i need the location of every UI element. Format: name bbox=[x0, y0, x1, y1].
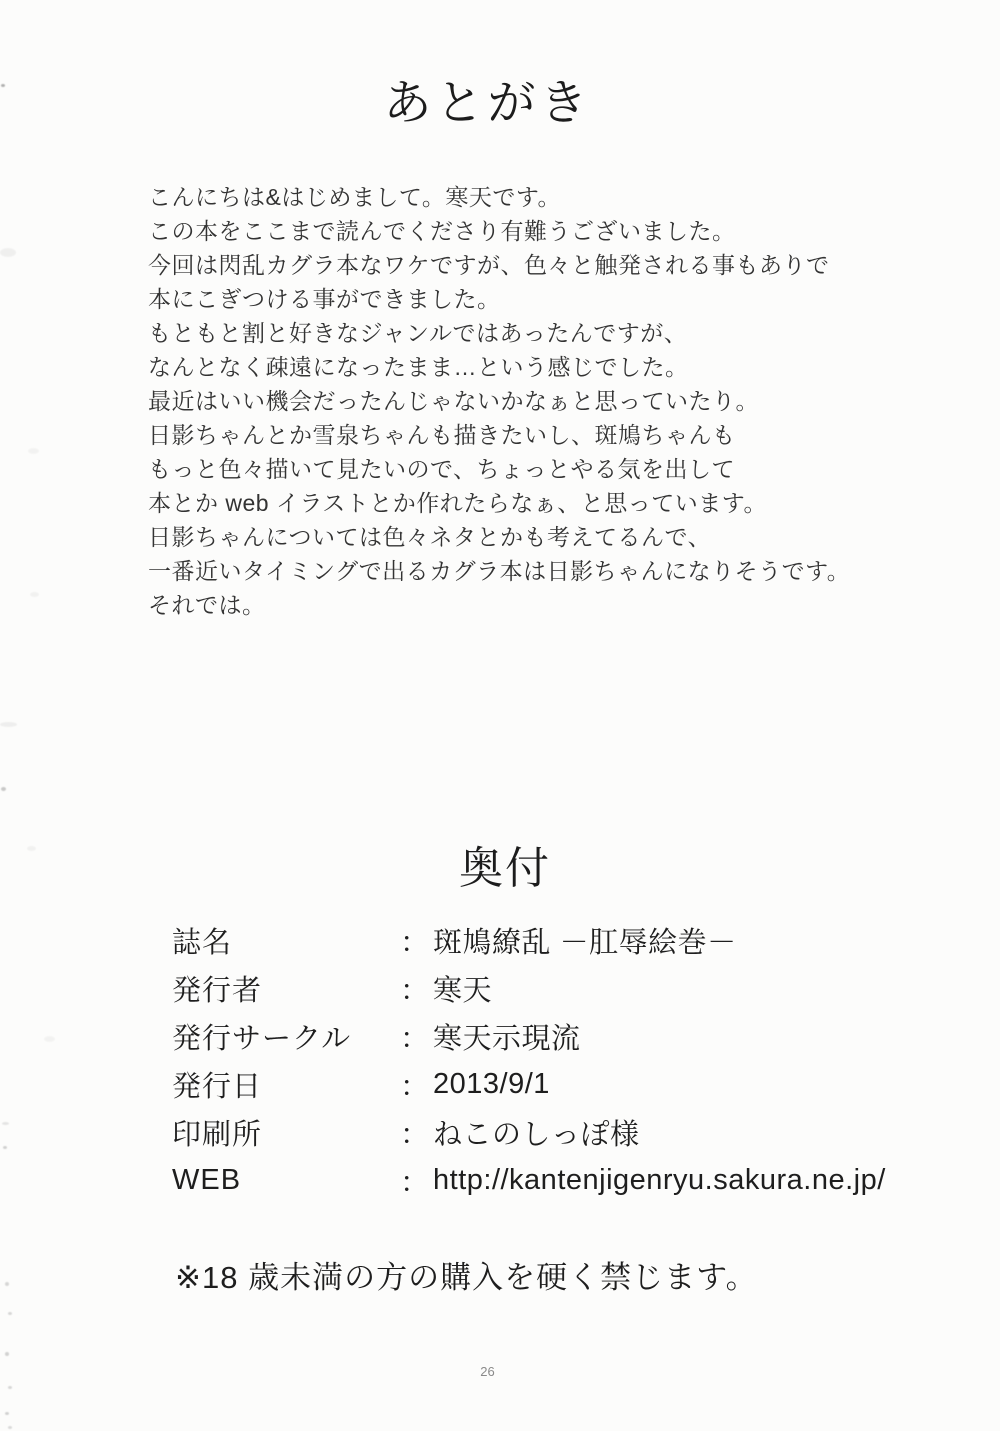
colophon-separator: ： bbox=[400, 974, 430, 1007]
afterword-line: それでは。 bbox=[148, 592, 266, 618]
colophon-value-date: 2013/9/1 bbox=[433, 1067, 550, 1100]
colophon-title: 奥付 bbox=[459, 844, 551, 893]
colophon-value-circle: 寒天示現流 bbox=[433, 1022, 581, 1055]
afterword-line: この本をここまで読んでくださり有難うございました。 bbox=[148, 218, 736, 244]
colophon-separator: ： bbox=[400, 926, 430, 959]
colophon-label: 印刷所 bbox=[172, 1118, 263, 1151]
colophon-label: WEB bbox=[172, 1163, 242, 1196]
afterword-body bbox=[148, 180, 851, 622]
colophon-label: 発行者 bbox=[172, 974, 263, 1007]
colophon-row-date bbox=[172, 1060, 872, 1108]
colophon-separator: ： bbox=[400, 1070, 430, 1103]
afterword-line: もともと割と好きなジャンルではあったんですが、 bbox=[148, 320, 688, 346]
colophon-row-title bbox=[172, 916, 872, 964]
colophon-row-publisher bbox=[172, 964, 872, 1012]
colophon-table bbox=[172, 916, 886, 1204]
colophon-row-circle bbox=[172, 1012, 872, 1060]
afterword-line: 本とか web イラストとか作れたらなぁ、と思っています。 bbox=[148, 490, 767, 516]
colophon-separator: ： bbox=[400, 1166, 430, 1199]
afterword-line: 最近はいい機会だったんじゃないかなぁと思っていたり。 bbox=[148, 388, 759, 414]
afterword-line: 日影ちゃんについては色々ネタとかも考えてるんで、 bbox=[148, 524, 712, 550]
afterword-line: 日影ちゃんとか雪泉ちゃんも描きたいし、斑鳩ちゃんも bbox=[148, 422, 736, 448]
afterword-line: 今回は閃乱カグラ本なワケですが、色々と触発される事もありで bbox=[148, 252, 830, 278]
colophon-row-printer bbox=[172, 1108, 872, 1156]
afterword-line: なんとなく疎遠になったまま…という感じでした。 bbox=[148, 354, 689, 380]
colophon-separator: ： bbox=[400, 1022, 430, 1055]
colophon-label: 発行サークル bbox=[172, 1022, 352, 1055]
afterword-title: あとがき bbox=[383, 77, 592, 130]
afterword-line: もっと色々描いて見たいので、ちょっとやる気を出して bbox=[148, 456, 736, 482]
colophon-label: 発行日 bbox=[172, 1070, 263, 1103]
colophon-value-book-title: 斑鳩繚乱 －肛辱絵巻－ bbox=[433, 926, 737, 959]
age-restriction-notice: ※18 歳未満の方の購入を硬く禁じます。 bbox=[175, 1260, 758, 1295]
afterword-line: 本にこぎつける事ができました。 bbox=[148, 286, 501, 312]
colophon-value-publisher: 寒天 bbox=[433, 974, 493, 1007]
afterword-line: こんにちは&はじめまして。寒天です。 bbox=[148, 184, 562, 210]
colophon-value-printer: ねこのしっぽ様 bbox=[433, 1118, 640, 1151]
page-number: 26 bbox=[480, 1364, 495, 1379]
colophon-label: 誌名 bbox=[172, 926, 233, 959]
colophon-value-web-url: http://kantenjigenryu.sakura.ne.jp/ bbox=[433, 1163, 886, 1196]
colophon-separator: ： bbox=[400, 1118, 430, 1151]
colophon-row-web bbox=[172, 1156, 886, 1204]
afterword-line: 一番近いタイミングで出るカグラ本は日影ちゃんになりそうです。 bbox=[148, 558, 851, 584]
